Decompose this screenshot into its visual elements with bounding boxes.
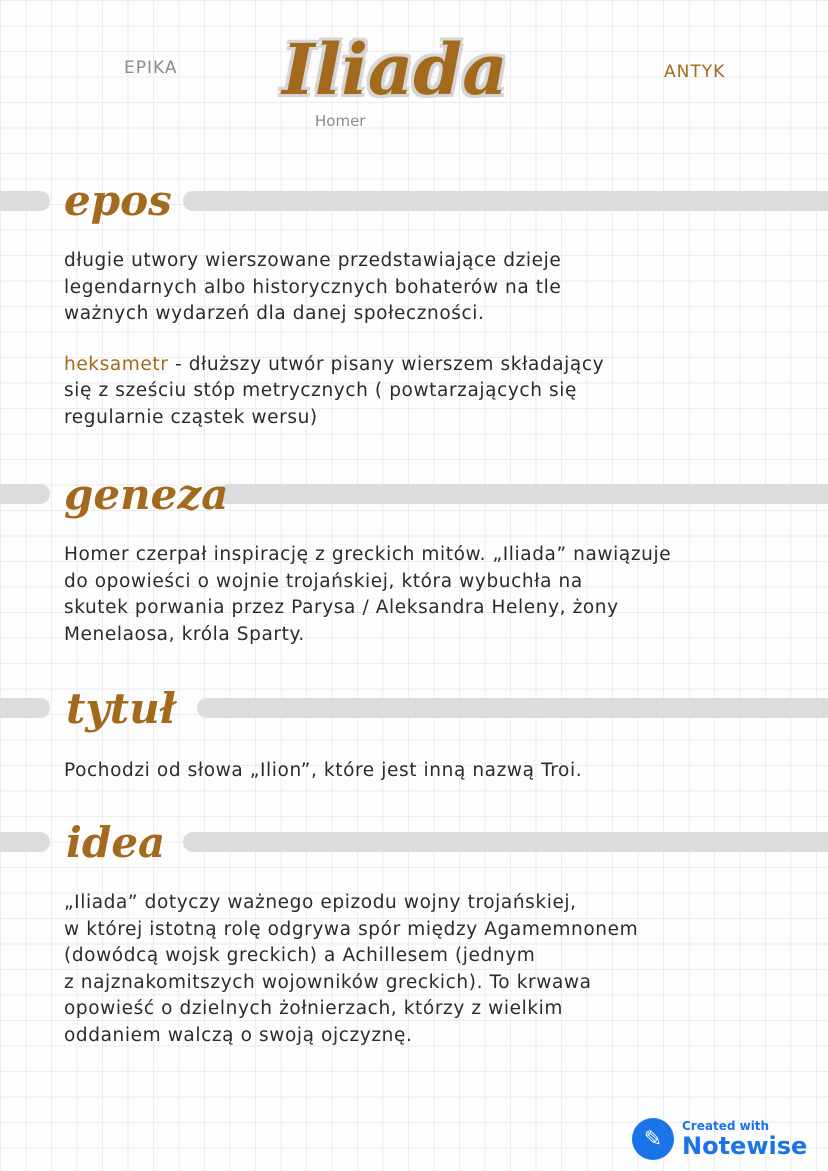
section-divider (0, 832, 50, 852)
section-divider (0, 191, 50, 211)
text-line: Menelaosa, króla Sparty. (64, 623, 305, 645)
section-divider (218, 484, 828, 504)
section-body-idea (64, 890, 804, 1049)
text-line: ważnych wydarzeń dla danej społeczności. (64, 303, 485, 324)
section-heading-idea: idea (66, 818, 166, 867)
page-title: Iliada (282, 28, 508, 111)
text-line: legendarnych albo historycznych bohaterów na tle (64, 276, 562, 298)
text-line: (dowódcą wojsk greckich) a Achillesem (jednym (64, 945, 536, 966)
section-body-geneza (64, 542, 804, 648)
text-line: Homer czerpał inspirację z greckich mitów. „Iliada” nawiązuje (64, 544, 672, 565)
section-heading-tytul: tytuł (66, 684, 176, 733)
section-divider (197, 698, 828, 718)
genre-tag: EPIKA (124, 58, 178, 78)
text-line: oddaniem walczą o swoją ojczyznę. (64, 1024, 413, 1046)
text-line: skutek porwania przez Parysa / Aleksandra Heleny, żony (64, 597, 619, 618)
text-line: długie utwory wierszowane przedstawiające dzieje (64, 250, 562, 271)
section-divider (0, 484, 50, 504)
badge-brand: Notewise (682, 1131, 808, 1160)
section-divider (183, 832, 828, 852)
text-line: opowieść o dzielnych żołnierzach, którzy z wielkim (64, 998, 564, 1019)
text-line: z najznakomitszych wojowników greckich). To krwawa (64, 971, 592, 993)
section-heading-geneza: geneza (64, 470, 229, 519)
era-tag: ANTYK (664, 62, 726, 82)
section-body-epos (64, 248, 804, 431)
section-body-tytul (64, 758, 804, 785)
section-heading-epos: epos (64, 176, 172, 225)
pencil-icon: ✎ (632, 1118, 674, 1160)
author-label: Homer (315, 112, 366, 130)
notewise-badge (632, 1118, 807, 1160)
text-line: do opowieści o wojnie trojańskiej, która wybuchła na (64, 570, 583, 592)
section-divider (183, 191, 828, 211)
term-heksametr: heksametr (64, 353, 169, 375)
section-divider (0, 698, 50, 718)
text-line: Pochodzi od słowa „Ilion”, które jest inną nazwą Troi. (64, 760, 583, 781)
text-line: „Iliada” dotyczy ważnego epizodu wojny trojańskiej, (64, 892, 577, 913)
badge-caption: Created with (682, 1118, 770, 1133)
text-line: regularnie cząstek wersu) (64, 406, 318, 428)
text-line: się z sześciu stóp metrycznych ( powtarzających się (64, 380, 577, 401)
text-line: - dłuższy utwór pisany wierszem składający (168, 353, 605, 375)
text-line: w której istotną rolę odgrywa spór między Agamemnonem (64, 918, 639, 940)
